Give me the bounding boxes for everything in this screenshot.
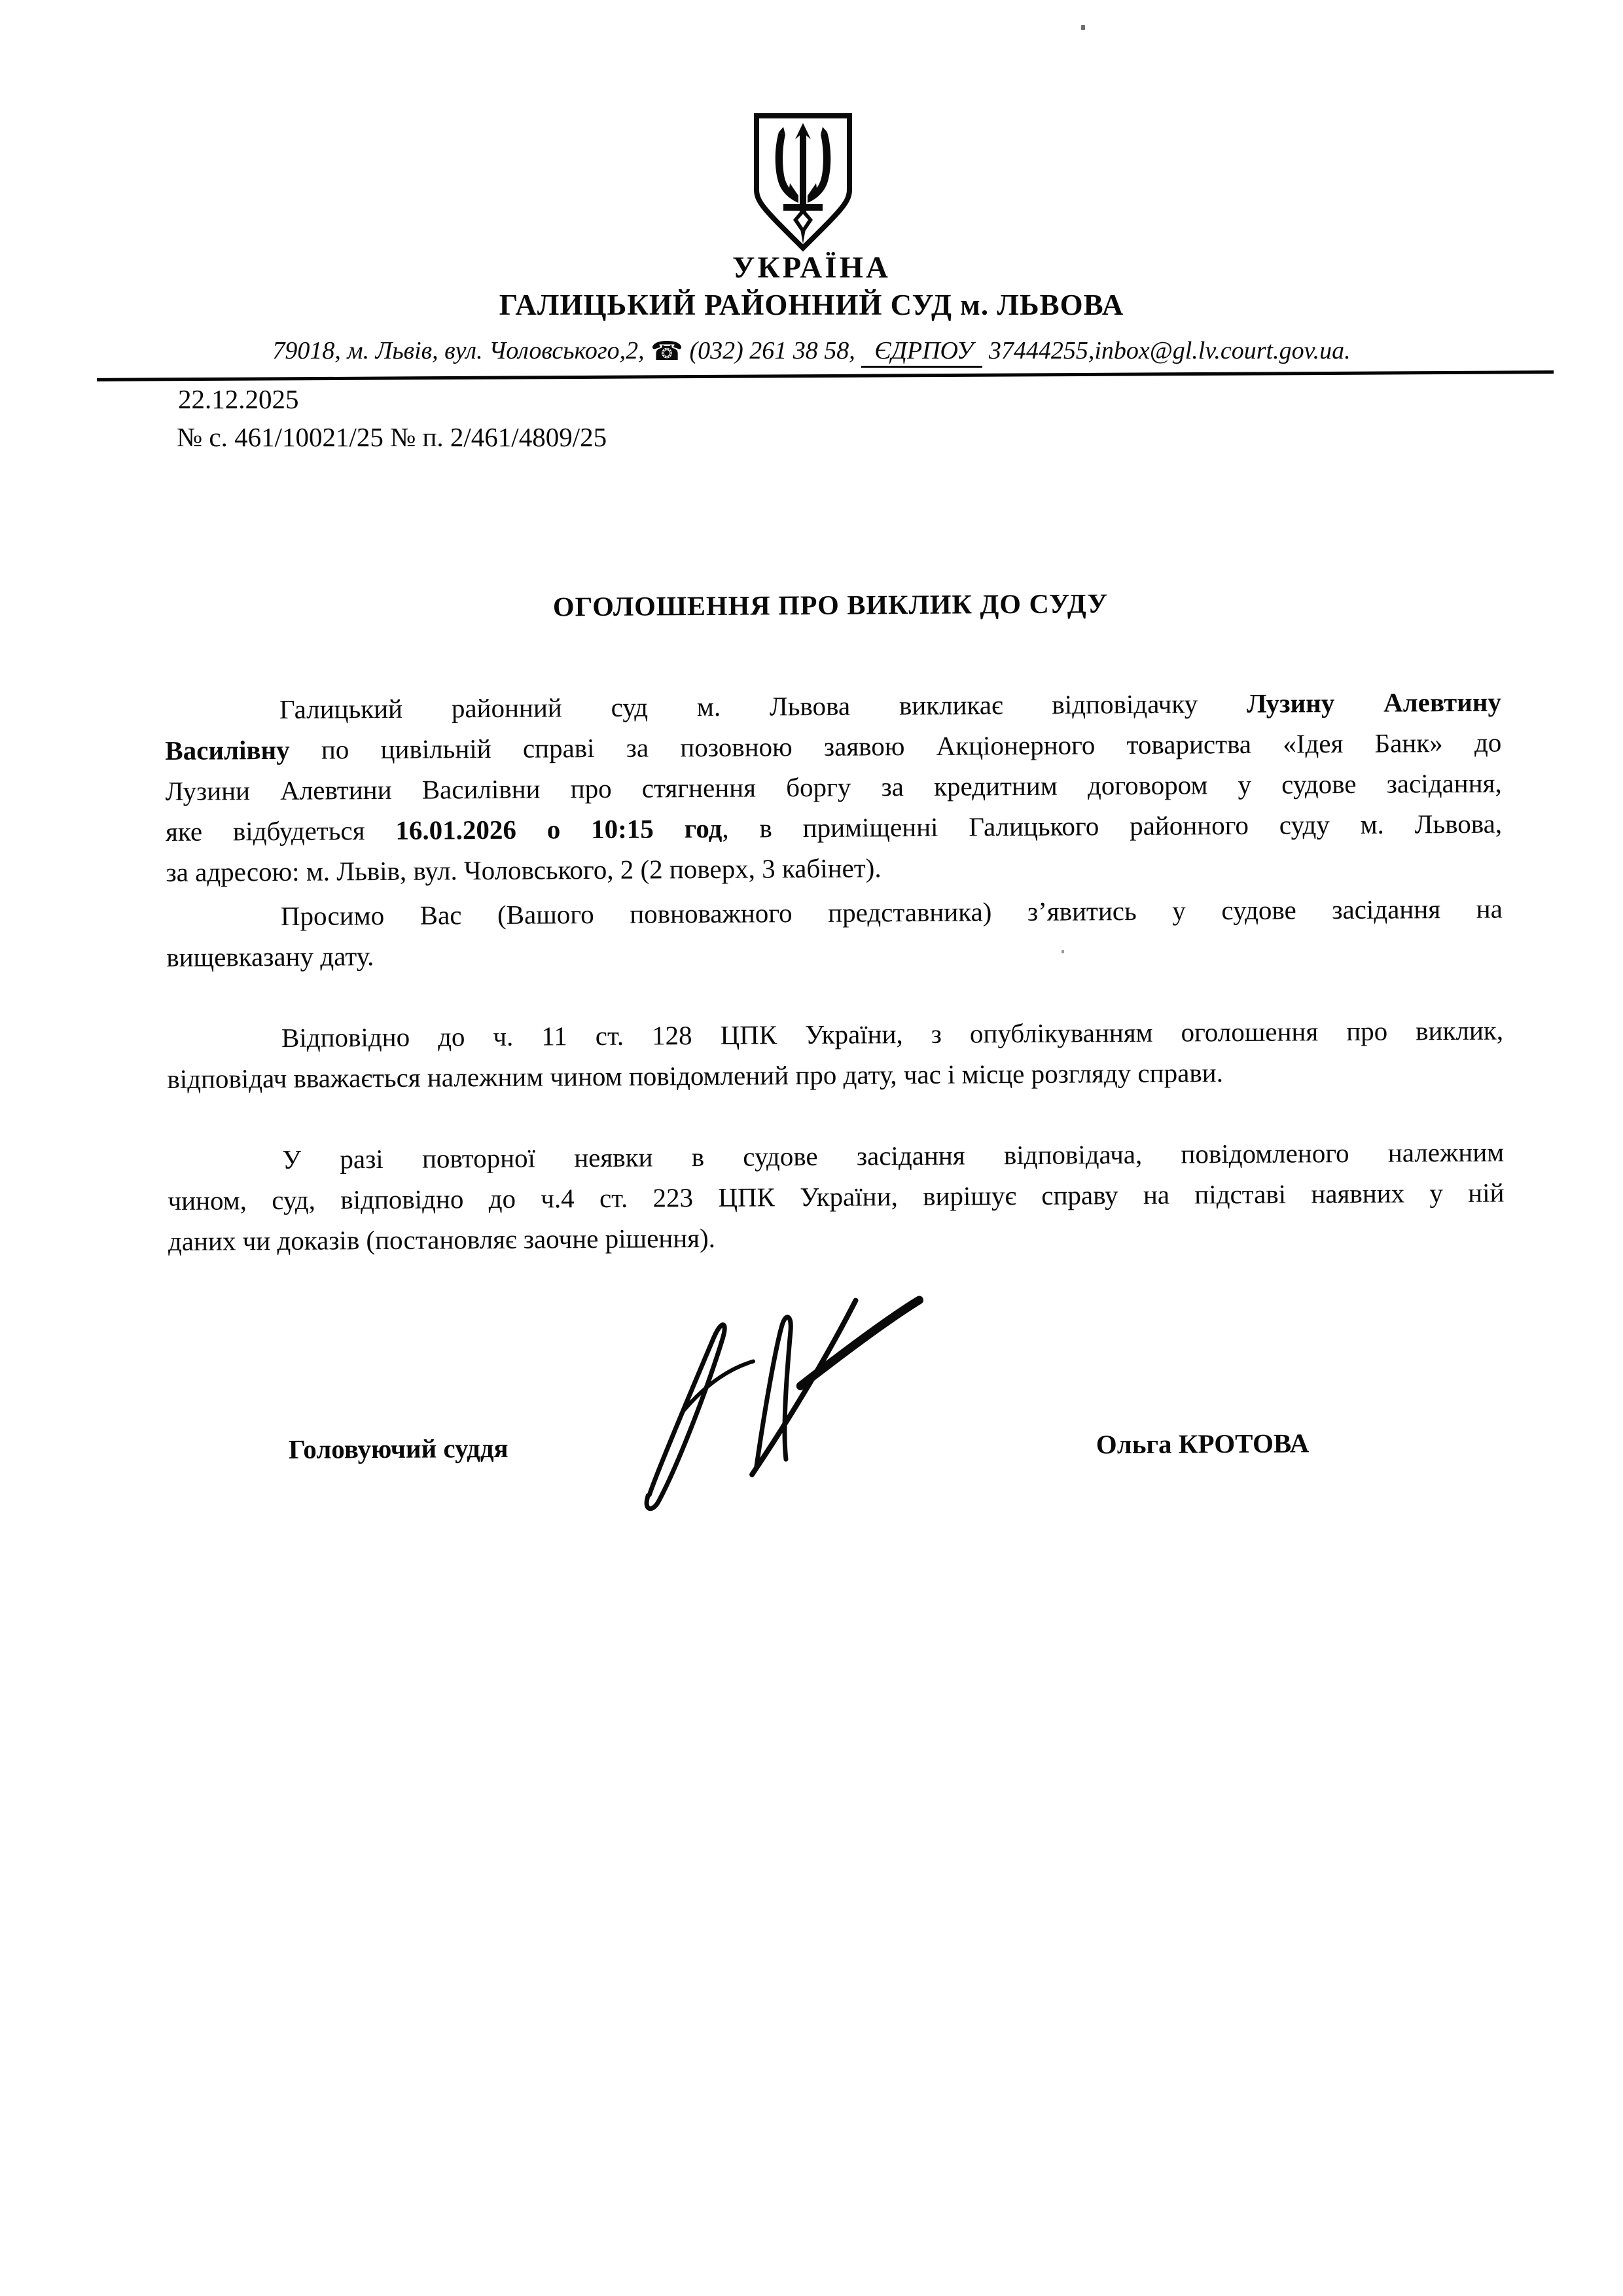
signer-role-label: Головуючий суддя: [288, 1432, 508, 1464]
phone-icon: ☎: [651, 336, 683, 366]
text-line: [168, 1173, 1504, 1221]
address-part2: 37444255,inbox@gl.lv.court.gov.ua.: [982, 337, 1351, 364]
text-segment: , в приміщенні Галицького районного суду м. Львова,: [722, 808, 1503, 843]
text-segment: чином, суд, відповідно до ч.4 ст. 223 ЦПК України, вирішує справу на підставі наявних у ній: [168, 1177, 1505, 1216]
paragraph: [165, 682, 1503, 892]
bold-text-segment: Василівну: [165, 734, 290, 766]
text-line: [166, 889, 1503, 937]
text-line: [166, 804, 1502, 852]
text-segment: за адресою: м. Львів, вул. Чоловського, 2 (2 поверх, 3 кабінет).: [166, 853, 882, 888]
document-title: ОГОЛОШЕННЯ ПРО ВИКЛИК ДО СУДУ: [552, 589, 1109, 623]
judge-signature: [603, 1273, 997, 1525]
court-name: ГАЛИЦЬКИЙ РАЙОННИЙ СУД м. ЛЬВОВА: [499, 289, 1124, 321]
signature-strokes: [603, 1273, 997, 1525]
text-segment: Просимо Вас (Вашого повноважного представника) з’явитись у судове засідання на: [280, 893, 1503, 931]
text-line: [167, 1010, 1503, 1059]
text-segment: вищевказану дату.: [166, 941, 374, 973]
text-line: [166, 844, 1502, 892]
paragraphs: [165, 682, 1505, 1262]
text-segment: відповідач вважається належним чином повідомлений про дату, час і місце розгляду справи.: [167, 1057, 1224, 1095]
text-segment: Лузини Алевтини Василівни про стягнення боргу за кредитним договором у судове засідання,: [165, 768, 1502, 807]
paragraph: [167, 1010, 1504, 1099]
paragraph: [166, 889, 1503, 978]
text-segment: Галицький районний суд м. Львова викликає відповідачку: [279, 688, 1247, 724]
edrpou-label: ЄДРПОУ: [861, 337, 982, 368]
bold-text-segment: 16.01.2026 о 10:15 год: [395, 813, 722, 845]
text-segment: Відповідно до ч. 11 ст. 128 ЦПК України, з опублікуванням оголошення про виклик,: [281, 1015, 1504, 1053]
country-name: УКРАЇНА: [732, 251, 891, 285]
case-numbers: № с. 461/10021/25 № п. 2/461/4809/25: [177, 422, 607, 452]
address-phone-number: (032) 261 38 58,: [683, 337, 862, 364]
text-segment: У разі повторної неявки в судове засідання відповідача, повідомленого належним: [282, 1137, 1505, 1174]
text-segment: по цивільній справі за позовною заявою Акціонерного товариства «Ідея Банк» до: [289, 727, 1502, 765]
text-segment: яке відбудеться: [165, 815, 396, 847]
address-part1: 79018, м. Львів, вул. Чоловського,2,: [272, 337, 651, 364]
scan-artifact-speck: [1081, 25, 1085, 30]
document-date: 22.12.2025: [178, 384, 299, 414]
scan-artifact-speck: [1061, 950, 1064, 953]
text-line: [168, 1213, 1505, 1262]
signer-name: Ольга КРОТОВА: [1096, 1428, 1310, 1460]
paragraph: [168, 1132, 1505, 1262]
text-segment: даних чи доказів (постановляє заочне рішення).: [168, 1222, 716, 1257]
bold-text-segment: Лузину Алевтину: [1246, 686, 1502, 718]
text-line: [166, 929, 1503, 978]
text-line: [167, 1051, 1503, 1099]
